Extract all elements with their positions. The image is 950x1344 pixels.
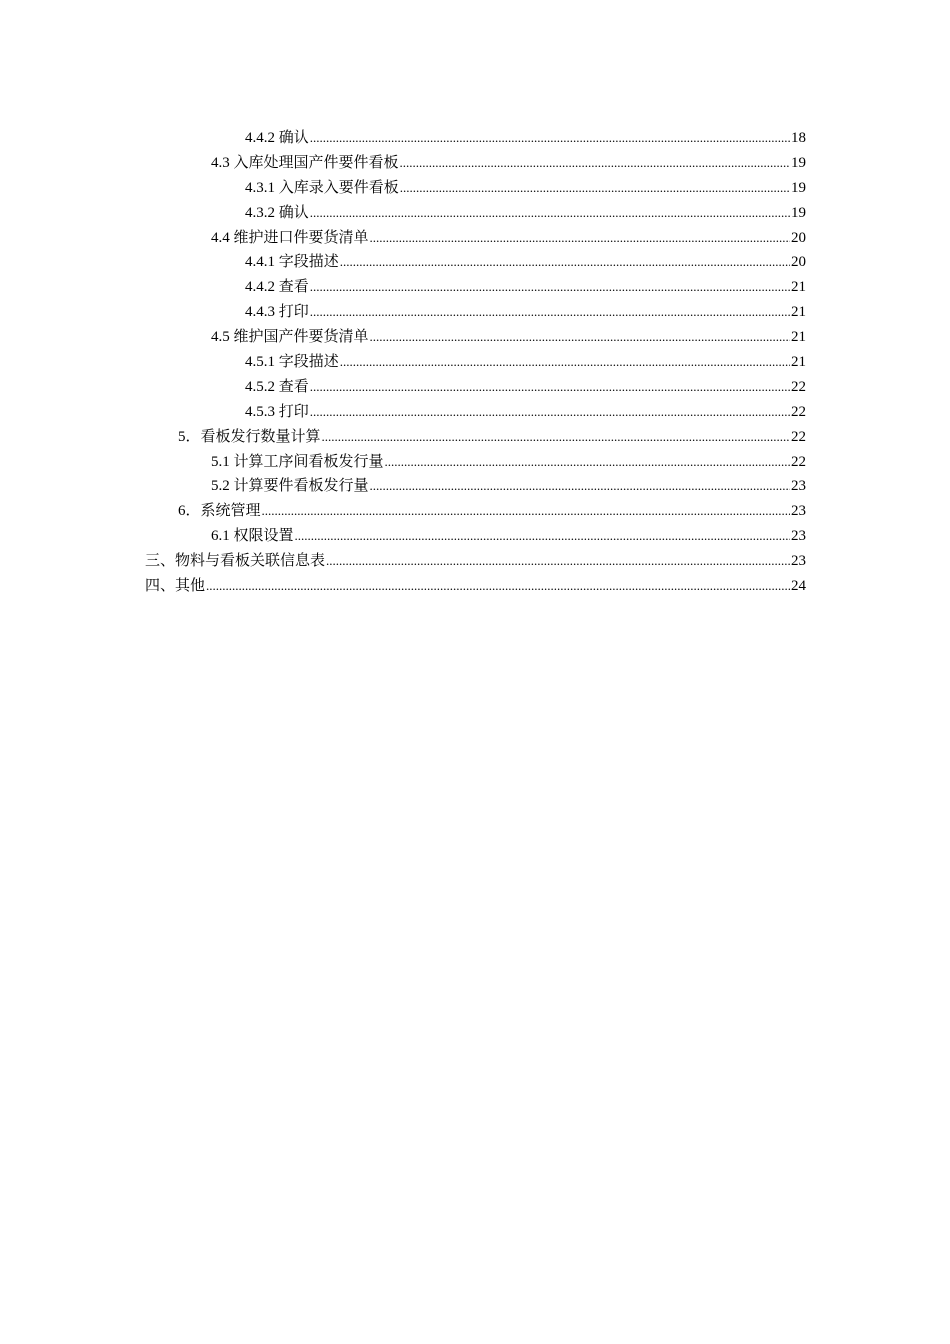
toc-entry-page: 24 (791, 578, 806, 595)
toc-entry[interactable] (0, 574, 950, 599)
toc-entry-title: 4.3 入库处理国产件要件看板 (211, 154, 399, 171)
toc-entry-page: 22 (791, 428, 806, 445)
toc-dot-leader (340, 250, 790, 275)
toc-entry[interactable] (0, 375, 950, 400)
toc-entry[interactable] (0, 226, 950, 251)
toc-dot-leader (370, 226, 790, 251)
toc-entry[interactable] (0, 524, 950, 549)
toc-entry[interactable] (0, 126, 950, 151)
toc-entry[interactable] (0, 201, 950, 226)
toc-entry-page: 20 (791, 229, 806, 246)
toc-entry[interactable] (0, 549, 950, 574)
toc-dot-leader (326, 549, 790, 574)
toc-entry-title: 6．系统管理 (178, 503, 261, 520)
toc-entry[interactable] (0, 275, 950, 300)
toc-entry-title: 4.4.2 查看 (245, 279, 309, 296)
toc-entry-title: 5.2 计算要件看板发行量 (211, 478, 369, 495)
toc-entry-title: 三、物料与看板关联信息表 (145, 553, 326, 570)
toc-entry[interactable] (0, 350, 950, 375)
toc-entry-title: 4.4.3 打印 (245, 304, 309, 321)
toc-entry-page: 23 (791, 528, 806, 545)
toc-entry[interactable] (0, 176, 950, 201)
toc-entry-page: 19 (791, 204, 806, 221)
toc-entry-page: 23 (791, 503, 806, 520)
toc-entry-page: 20 (791, 254, 806, 271)
toc-entry-title: 4.3.2 确认 (245, 204, 309, 221)
toc-dot-leader (310, 300, 790, 325)
toc-entry-title: 4.4.2 确认 (245, 130, 309, 146)
toc-entry[interactable] (0, 425, 950, 450)
toc-entry[interactable] (0, 450, 950, 475)
toc-entry-page: 21 (791, 329, 806, 346)
toc-dot-leader (310, 375, 790, 400)
toc-dot-leader (340, 350, 790, 375)
toc-dot-leader (310, 201, 790, 226)
toc-dot-leader (370, 474, 790, 499)
toc-entry-title: 四、其他 (145, 578, 206, 595)
toc-entry-page: 23 (791, 553, 806, 570)
toc-entry-title: 4.5 维护国产件要货清单 (211, 329, 369, 346)
toc-entry-page: 21 (791, 279, 806, 296)
toc-dot-leader (310, 400, 790, 425)
toc-dot-leader (400, 151, 790, 176)
toc-dot-leader (262, 499, 790, 524)
toc-dot-leader (370, 325, 790, 350)
toc-entry-page: 22 (791, 403, 806, 420)
table-of-contents (0, 126, 950, 599)
toc-dot-leader (322, 425, 790, 450)
toc-entry[interactable] (0, 499, 950, 524)
toc-entry-title: 4.5.2 查看 (245, 378, 309, 395)
toc-entry[interactable] (0, 300, 950, 325)
toc-entry-title: 4.4 维护进口件要货清单 (211, 229, 369, 246)
toc-entry-title: 4.5.1 字段描述 (245, 354, 339, 371)
toc-entry-page: 22 (791, 378, 806, 395)
toc-entry-title: 5.1 计算工序间看板发行量 (211, 453, 384, 470)
toc-entry[interactable] (0, 400, 950, 425)
toc-entry-title: 6.1 权限设置 (211, 528, 294, 545)
toc-entry-page: 18 (791, 130, 806, 146)
toc-entry-title: 4.5.3 打印 (245, 403, 309, 420)
toc-entry-page: 23 (791, 478, 806, 495)
toc-entry-page: 22 (791, 453, 806, 470)
toc-entry[interactable] (0, 151, 950, 176)
toc-entry-page: 19 (791, 179, 806, 196)
toc-dot-leader (310, 275, 790, 300)
toc-entry-title: 5．看板发行数量计算 (178, 428, 321, 445)
toc-entry-page: 21 (791, 304, 806, 321)
toc-dot-leader (385, 450, 790, 475)
toc-dot-leader (310, 126, 790, 151)
toc-dot-leader (206, 574, 790, 599)
toc-entry-page: 21 (791, 354, 806, 371)
toc-entry[interactable] (0, 250, 950, 275)
toc-entry-title: 4.3.1 入库录入要件看板 (245, 179, 399, 196)
toc-entry[interactable] (0, 474, 950, 499)
toc-entry-title: 4.4.1 字段描述 (245, 254, 339, 271)
toc-entry-page: 19 (791, 154, 806, 171)
toc-entry[interactable] (0, 325, 950, 350)
toc-dot-leader (295, 524, 790, 549)
toc-dot-leader (400, 176, 790, 201)
